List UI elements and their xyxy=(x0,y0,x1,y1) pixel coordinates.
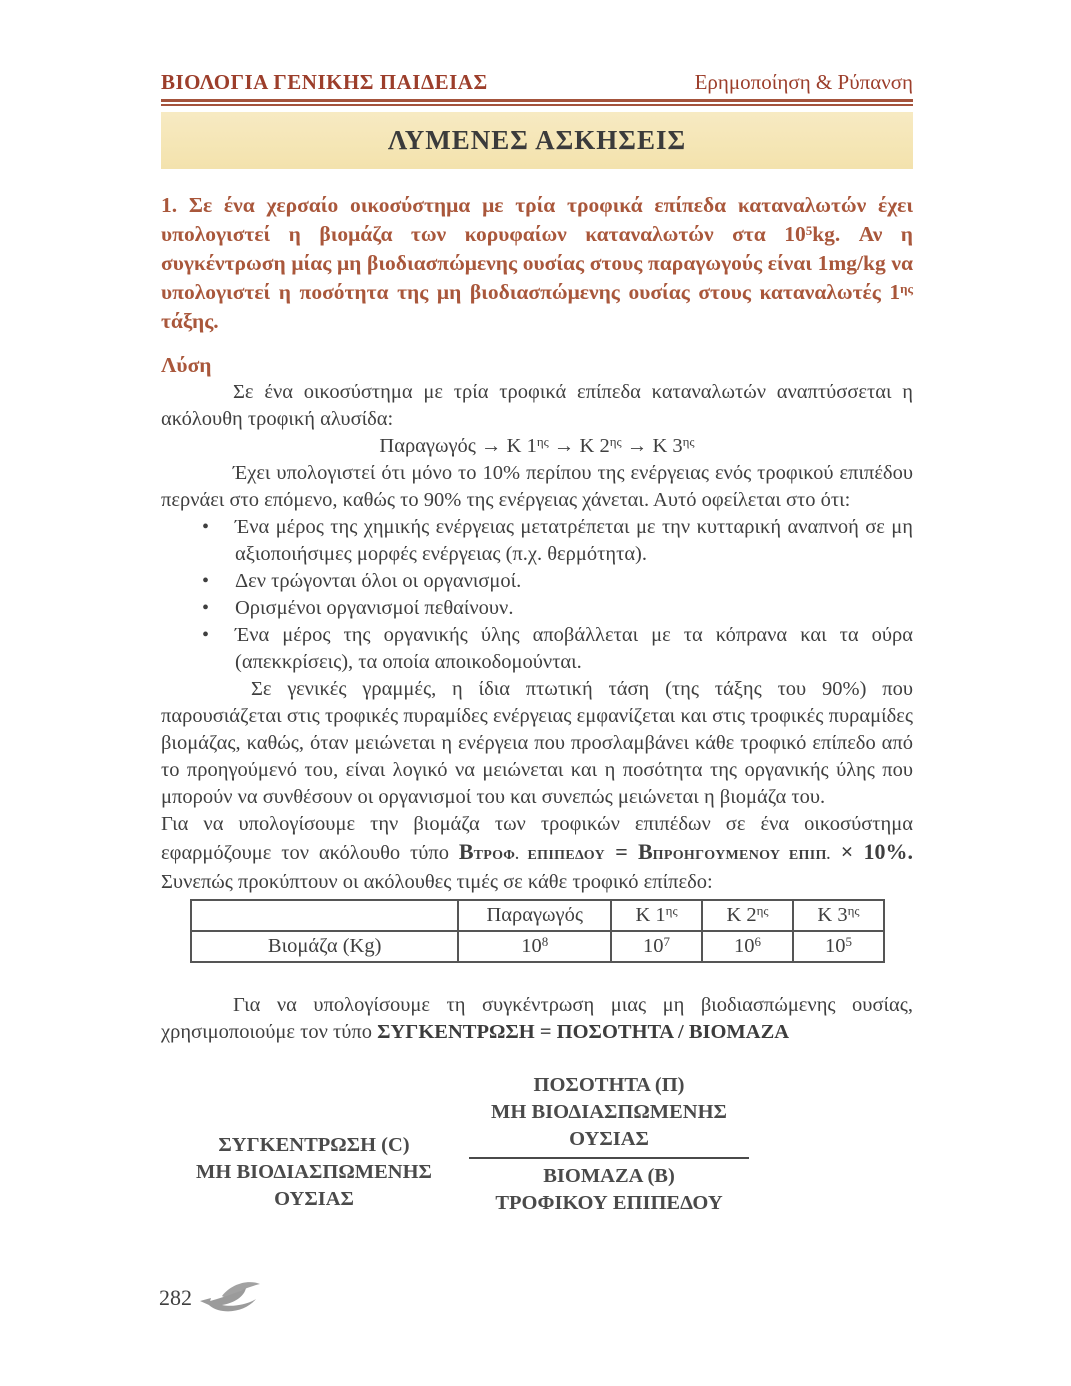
table-header-cell xyxy=(793,900,884,931)
list-item xyxy=(200,595,913,622)
page-number: 282 xyxy=(159,1285,192,1310)
solution-paragraph-1: Σε ένα οικοσύστημα με τρία τροφικά επίπεδα καταναλωτών αναπτύσσεται η ακόλουθη τροφική αλυσίδα: xyxy=(161,381,913,430)
header-base: Κ 2 xyxy=(726,904,757,926)
table-row xyxy=(191,931,884,962)
table-header-cell: Παραγωγός xyxy=(458,900,611,931)
paragraph-text: Για να υπολογίσουμε την βιομάζα των τροφικών επιπέδων σε ένα οικοσύστημα εφαρμόζουμε τον ακόλουθο τύπο xyxy=(161,813,913,864)
formula-line: ΟΥΣΙΑΣ xyxy=(569,1128,649,1150)
solution-paragraph-3: Σε γενικές γραμμές, η ίδια πτωτική τάση (της τάξης του 90%) που παρουσιάζεται στις τροφικές πυραμίδες ενέργειας εμφανίζεται και στις τροφικές πυραμίδες βιομάζας, καθώς, όταν μειώνεται η ενέργεια που προσλαμβάνει κάθε τροφικό επίπεδο από το προηγούμενό του, είναι λογικό να μειώνεται και η ποσότητα της οργανικής ύλης που μπορούν να συνθέσουν οι οργανισμοί του και συνεπώς μειώνεται η βιομάζα του. xyxy=(161,678,913,808)
table-header-row xyxy=(191,900,884,931)
exercise-text-part2: kg. Αν η συγκέντρωση μίας μη βιοδιασπώμενης ουσίας στους παραγωγούς είναι 1mg/kg να υπολογιστεί η ποσότητα της μη βιοδιασπώμενης ουσίας στους καταναλωτές 1 xyxy=(161,222,914,304)
list-item-text: Ένα μέρος της χημικής ενέργειας μετατρέπεται με την κυτταρική αναπνοή σε μη αξιοποιήσιμες μορφές ενέργειας (π.χ. θερμότητα). xyxy=(235,516,913,565)
ordinal-superscript: ης xyxy=(536,434,549,449)
food-chain xyxy=(161,433,913,460)
solution-paragraph-2: Έχει υπολογιστεί ότι μόνο το 10% περίπου της ενέργειας ενός τροφικού επιπέδου περνάει στο επόμενο, καθώς το 90% της ενέργειας χάνεται. Αυτό οφείλεται στο ότι: xyxy=(161,462,913,511)
reasons-list xyxy=(161,514,913,676)
value-cell xyxy=(793,931,884,962)
list-item-text: Δεν τρώγονται όλοι οι οργανισμοί. xyxy=(235,570,522,592)
exponent: 5 xyxy=(805,223,813,238)
ordinal-superscript: ης xyxy=(682,434,695,449)
value-cell xyxy=(611,931,702,962)
concentration-formula-display xyxy=(161,1072,913,1217)
chapter-title: Ερημοποίηση & Ρύπανση xyxy=(694,70,913,94)
page-header xyxy=(161,70,913,95)
formula-line: ΠΟΣΟΤΗΤΑ (Π) xyxy=(533,1074,685,1096)
exponent: 7 xyxy=(663,934,671,949)
paragraph-text: Συνεπώς προκύπτουν οι ακόλουθες τιμές σε κάθε τροφικό επίπεδο: xyxy=(161,871,713,893)
formula-variable: Β xyxy=(637,839,653,864)
header-divider xyxy=(161,99,913,106)
section-title: ΛΥΜΕΝΕΣ ΑΣΚΗΣΕΙΣ xyxy=(387,125,687,155)
fraction-denominator xyxy=(469,1163,749,1217)
exponent: 5 xyxy=(845,934,852,949)
value-base: 10 xyxy=(521,935,542,957)
ordinal-superscript: ης xyxy=(847,903,860,918)
formula-line: ΣΥΓΚΕΝΤΡΩΣΗ (C) xyxy=(218,1134,410,1156)
exercise-text-part3: τάξης. xyxy=(161,309,219,333)
formula-subscript: ΠΡΟΗΓΟΥΜΕΝΟΥ ΕΠΙΠ. xyxy=(652,848,831,863)
formula-variable: Β xyxy=(458,839,474,864)
formula-subscript: ΤΡΟΦ. ΕΠΙΠΕΔΟΥ xyxy=(473,848,605,863)
page-footer xyxy=(159,1278,274,1335)
chain-part: → Κ 3 xyxy=(621,435,683,457)
exercise-statement xyxy=(161,191,913,336)
table-header-cell xyxy=(191,900,458,931)
value-base: 10 xyxy=(643,935,664,957)
ordinal-superscript: ης xyxy=(900,281,913,296)
solution-heading: Λύση xyxy=(161,353,212,377)
section-banner xyxy=(161,112,913,169)
list-item-text: Ορισμένοι οργανισμοί πεθαίνουν. xyxy=(235,597,514,619)
formula-line: ΤΡΟΦΙΚΟΥ ΕΠΙΠΕΔΟΥ xyxy=(495,1192,723,1214)
list-item xyxy=(200,514,913,568)
biomass-formula-paragraph xyxy=(161,811,913,896)
page-content xyxy=(161,70,913,1217)
biomass-table xyxy=(190,899,885,963)
formula-line: ΜΗ ΒΙΟΔΙΑΣΠΩΜΕΝΗΣ xyxy=(491,1101,727,1123)
book-title: ΒΙΟΛΟΓΙΑ ΓΕΝΙΚΗΣ ΠΑΙΔΕΙΑΣ xyxy=(161,70,488,94)
ordinal-superscript: ης xyxy=(609,434,622,449)
table-header-cell xyxy=(702,900,793,931)
formula-tail: × 10%. xyxy=(830,839,914,864)
table-header-cell xyxy=(611,900,702,931)
value-base: 10 xyxy=(824,935,846,957)
formula-line: ΟΥΣΙΑΣ xyxy=(274,1188,354,1210)
ordinal-superscript: ης xyxy=(756,903,769,918)
row-label-cell: Βιομάζα (Kg) xyxy=(191,931,458,962)
header-base: Κ 3 xyxy=(817,904,848,926)
value-base: 10 xyxy=(734,935,755,957)
value-cell xyxy=(458,931,611,962)
formula-line: ΜΗ ΒΙΟΔΙΑΣΠΩΜΕΝΗΣ xyxy=(196,1161,432,1183)
equals-sign: = xyxy=(604,839,638,864)
fraction-numerator xyxy=(469,1072,749,1153)
formula-left-side xyxy=(189,1132,439,1213)
header-base: Κ 1 xyxy=(635,904,666,926)
chain-part: → Κ 2 xyxy=(548,435,610,457)
list-item-text: Ένα μέρος της οργανικής ύλης αποβάλλεται με τα κόπρανα και τα ούρα (απεκκρίσεις), τα οποία αποικοδομούνται. xyxy=(235,624,913,673)
exponent: 8 xyxy=(541,934,549,949)
dove-icon xyxy=(196,1278,274,1335)
list-item xyxy=(200,568,913,595)
exponent: 6 xyxy=(754,934,761,949)
paragraph-text: Για να υπολογίσουμε τη συγκέντρωση μιας μη βιοδιασπώμενης ουσίας, χρησιμοποιούμε τον τύπο xyxy=(161,994,913,1043)
concentration-formula: ΣΥΓΚΕΝΤΡΩΣΗ = ΠΟΣΟΤΗΤΑ / ΒΙΟΜΑΖΑ xyxy=(377,1021,790,1043)
ordinal-superscript: ης xyxy=(665,903,678,918)
fraction-bar xyxy=(469,1157,749,1159)
concentration-paragraph xyxy=(161,992,913,1046)
formula-line: ΒΙΟΜΑΖΑ (Β) xyxy=(543,1165,675,1187)
formula-fraction xyxy=(469,1072,749,1217)
exercise-text-part1: 1. Σε ένα χερσαίο οικοσύστημα με τρία τροφικά επίπεδα καταναλωτών έχει υπολογιστεί η βιομάζα των κορυφαίων καταναλωτών στα 10 xyxy=(161,193,913,246)
chain-part: Παραγωγός → Κ 1 xyxy=(379,435,537,457)
list-item xyxy=(200,622,913,676)
value-cell xyxy=(702,931,793,962)
